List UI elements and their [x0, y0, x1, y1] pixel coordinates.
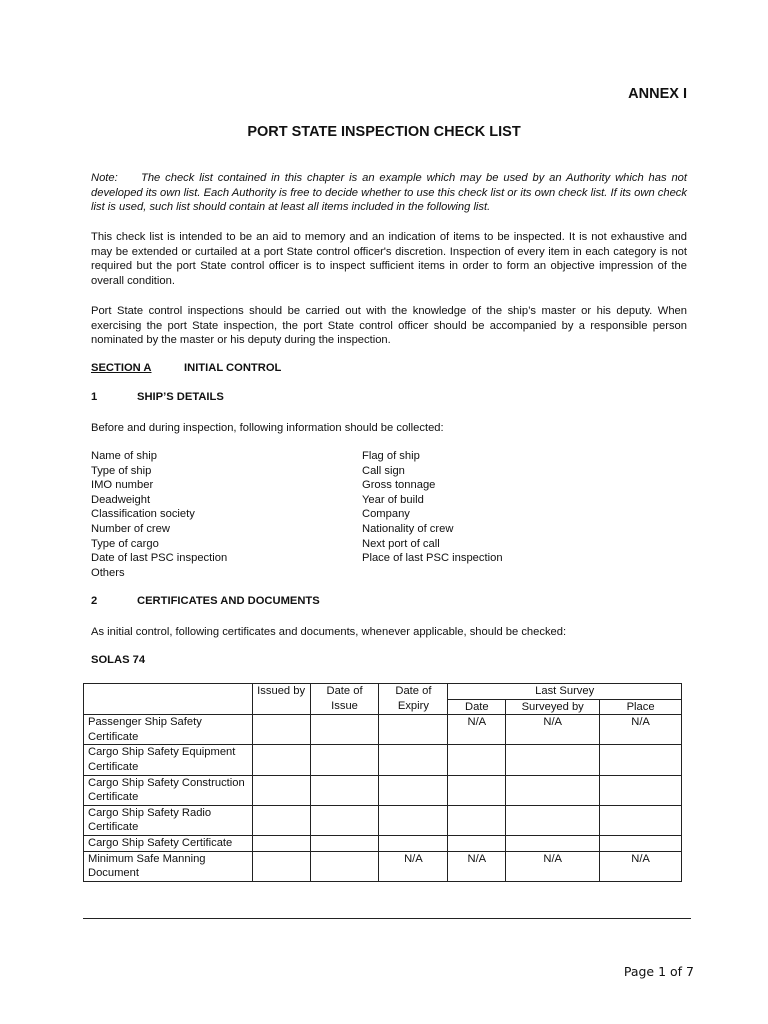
- certificates-table-body: [84, 715, 682, 882]
- paragraph-inspection-knowledge: Port State control inspections should be carried out with the knowledge of the ship’s master or his deputy. When exercising the port State inspection, the port State control officer should be accompanied by a responsible person nominated by the master or his deputy during the inspection.: [91, 305, 687, 347]
- paragraph-aid-to-memory: This check list is intended to be an aid to memory and an indication of items to be inspected. It is not exhaustive and may be extended or curtailed at a port State control officer's discretion. Inspection of every item in each category is not required but the port State control officer is to inspect sufficient items in order to form an objective impression of the overall condition.: [91, 231, 687, 287]
- detail-item: Others: [91, 566, 125, 579]
- detail-item: Year of build: [362, 493, 424, 506]
- issued-by-cell: [252, 775, 310, 805]
- header-survey-date: Date: [448, 699, 506, 715]
- date-of-issue-cell: [310, 715, 379, 745]
- certificates-number: 2: [91, 595, 98, 607]
- date-of-expiry-cell: [379, 745, 448, 775]
- survey-date-cell: [448, 805, 506, 835]
- table-row: [84, 835, 682, 851]
- ships-details-heading: [91, 391, 224, 403]
- ships-details-intro: Before and during inspection, following information should be collected:: [91, 422, 444, 434]
- table-row: [84, 775, 682, 805]
- header-last-survey: Last Survey: [448, 684, 682, 700]
- issued-by-cell: [252, 851, 310, 881]
- certificates-heading: [91, 595, 320, 607]
- surveyed-by-cell: [506, 835, 600, 851]
- detail-item: Next port of call: [362, 537, 440, 550]
- certificate-name-cell: Passenger Ship Safety Certificate: [84, 715, 253, 745]
- footer-divider: [83, 918, 691, 919]
- surveyed-by-cell: N/A: [506, 851, 600, 881]
- ships-details-number: 1: [91, 391, 98, 403]
- annex-label: ANNEX I: [628, 86, 687, 102]
- detail-item: Type of cargo: [91, 537, 159, 550]
- issued-by-cell: [252, 835, 310, 851]
- certificate-name-cell: Cargo Ship Safety Construction Certificate: [84, 775, 253, 805]
- detail-item: Type of ship: [91, 464, 152, 477]
- ships-details-left-column: [91, 449, 227, 580]
- section-a-heading: [91, 362, 281, 374]
- issued-by-cell: [252, 715, 310, 745]
- detail-item: Gross tonnage: [362, 479, 436, 492]
- detail-item: Nationality of crew: [362, 522, 454, 535]
- date-of-issue-cell: [310, 851, 379, 881]
- surveyed-by-cell: [506, 745, 600, 775]
- certificates-title: CERTIFICATES AND DOCUMENTS: [137, 595, 320, 607]
- table-row: [84, 715, 682, 745]
- place-cell: N/A: [600, 851, 682, 881]
- place-cell: [600, 835, 682, 851]
- section-a-label: SECTION A: [91, 362, 152, 374]
- surveyed-by-cell: N/A: [506, 715, 600, 745]
- certificate-name-cell: Cargo Ship Safety Radio Certificate: [84, 805, 253, 835]
- date-of-issue-cell: [310, 805, 379, 835]
- ships-details-right-column: [362, 449, 503, 566]
- solas-subheading: SOLAS 74: [91, 654, 146, 666]
- detail-item: Flag of ship: [362, 450, 420, 462]
- table-header-row: [84, 684, 682, 700]
- date-of-expiry-cell: N/A: [379, 851, 448, 881]
- header-place: Place: [600, 699, 682, 715]
- header-date-of-issue: Date of Issue: [310, 684, 379, 715]
- survey-date-cell: [448, 835, 506, 851]
- date-of-issue-cell: [310, 775, 379, 805]
- date-of-expiry-cell: [379, 775, 448, 805]
- document-title: PORT STATE INSPECTION CHECK LIST: [247, 124, 521, 140]
- section-a-title: INITIAL CONTROL: [184, 362, 282, 374]
- certificates-table: [83, 683, 682, 882]
- date-of-expiry-cell: [379, 835, 448, 851]
- detail-item: Company: [362, 508, 410, 521]
- header-surveyed-by: Surveyed by: [506, 699, 600, 715]
- survey-date-cell: N/A: [448, 851, 506, 881]
- detail-item: Number of crew: [91, 522, 170, 535]
- detail-item: Classification society: [91, 508, 195, 521]
- certificate-name-cell: Cargo Ship Safety Equipment Certificate: [84, 745, 253, 775]
- ships-details-title: SHIP’S DETAILS: [137, 391, 224, 403]
- date-of-issue-cell: [310, 835, 379, 851]
- detail-item: Place of last PSC inspection: [362, 552, 503, 565]
- header-date-of-expiry: Date of Expiry: [379, 684, 448, 715]
- surveyed-by-cell: [506, 805, 600, 835]
- detail-item: Deadweight: [91, 493, 151, 506]
- header-certificate: [84, 684, 253, 715]
- place-cell: [600, 745, 682, 775]
- page-number: Page 1 of 7: [623, 964, 694, 979]
- date-of-issue-cell: [310, 745, 379, 775]
- note-paragraph: [91, 171, 687, 215]
- place-cell: N/A: [600, 715, 682, 745]
- table-row: [84, 851, 682, 881]
- date-of-expiry-cell: [379, 805, 448, 835]
- certificate-name-cell: Cargo Ship Safety Certificate: [84, 835, 253, 851]
- date-of-expiry-cell: [379, 715, 448, 745]
- issued-by-cell: [252, 805, 310, 835]
- issued-by-cell: [252, 745, 310, 775]
- detail-item: Date of last PSC inspection: [91, 552, 228, 565]
- survey-date-cell: [448, 745, 506, 775]
- note-text: The check list contained in this chapter is an example which may be used by an Authority which has not developed its own list. Each Authority is free to decide whether to use this check list or its own check list. If its own check list is used, such list should contain at least all items included in the following list.: [91, 172, 687, 214]
- table-row: [84, 805, 682, 835]
- survey-date-cell: [448, 775, 506, 805]
- certificates-intro: As initial control, following certificates and documents, whenever applicable, should be checked:: [91, 626, 567, 638]
- place-cell: [600, 775, 682, 805]
- note-label: Note:: [91, 172, 118, 184]
- place-cell: [600, 805, 682, 835]
- detail-item: Call sign: [362, 464, 405, 477]
- header-issued-by: Issued by: [252, 684, 310, 715]
- certificate-name-cell: Minimum Safe Manning Document: [84, 851, 253, 881]
- detail-item: IMO number: [91, 479, 154, 492]
- detail-item: Name of ship: [91, 450, 157, 462]
- surveyed-by-cell: [506, 775, 600, 805]
- survey-date-cell: N/A: [448, 715, 506, 745]
- table-row: [84, 745, 682, 775]
